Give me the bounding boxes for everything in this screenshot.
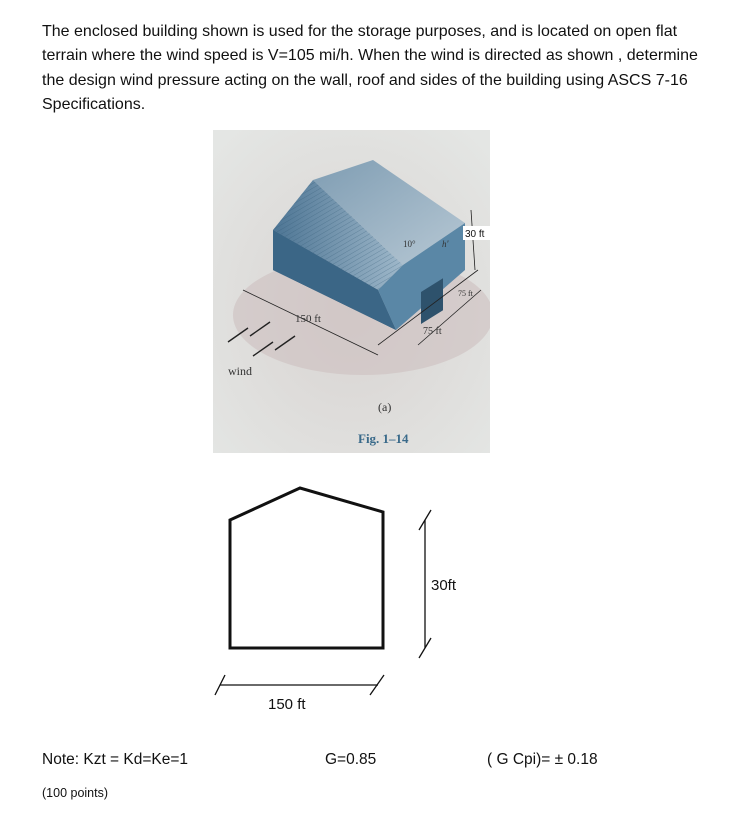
width-label-2: 75 ft (458, 289, 473, 298)
height-label: 30 ft (465, 229, 485, 240)
length-label: 150 ft (295, 313, 321, 325)
angle-label: 10° (403, 239, 416, 249)
wind-label: wind (228, 364, 252, 378)
building-figure (213, 130, 490, 453)
width-label: 150 ft (268, 696, 306, 713)
problem-statement: The enclosed building shown is used for the storage purposes, and is located on open flat terrain where the wind speed is V=105 mi/h. When the wind is directed as shown , determine the design wind pressure acting on the wall, roof and sides of the building using ASCS 7-16 Specifications. (42, 23, 698, 113)
factors-note: Note: Kzt = Kd=Ke=1 (42, 751, 189, 768)
h-label: h' (442, 239, 449, 249)
subfigure-label: (a) (378, 400, 392, 414)
points-label: (100 points) (42, 786, 109, 800)
building-outline (230, 488, 383, 648)
gust-factor: G=0.85 (325, 751, 377, 768)
height-label: 30ft (431, 577, 457, 594)
internal-pressure-coefficient: ( G Cpi)= ± 0.18 (487, 751, 598, 768)
figure-caption: Fig. 1–14 (358, 431, 409, 446)
building-section-sketch (200, 480, 480, 720)
width-label-1: 75 ft (423, 326, 442, 337)
